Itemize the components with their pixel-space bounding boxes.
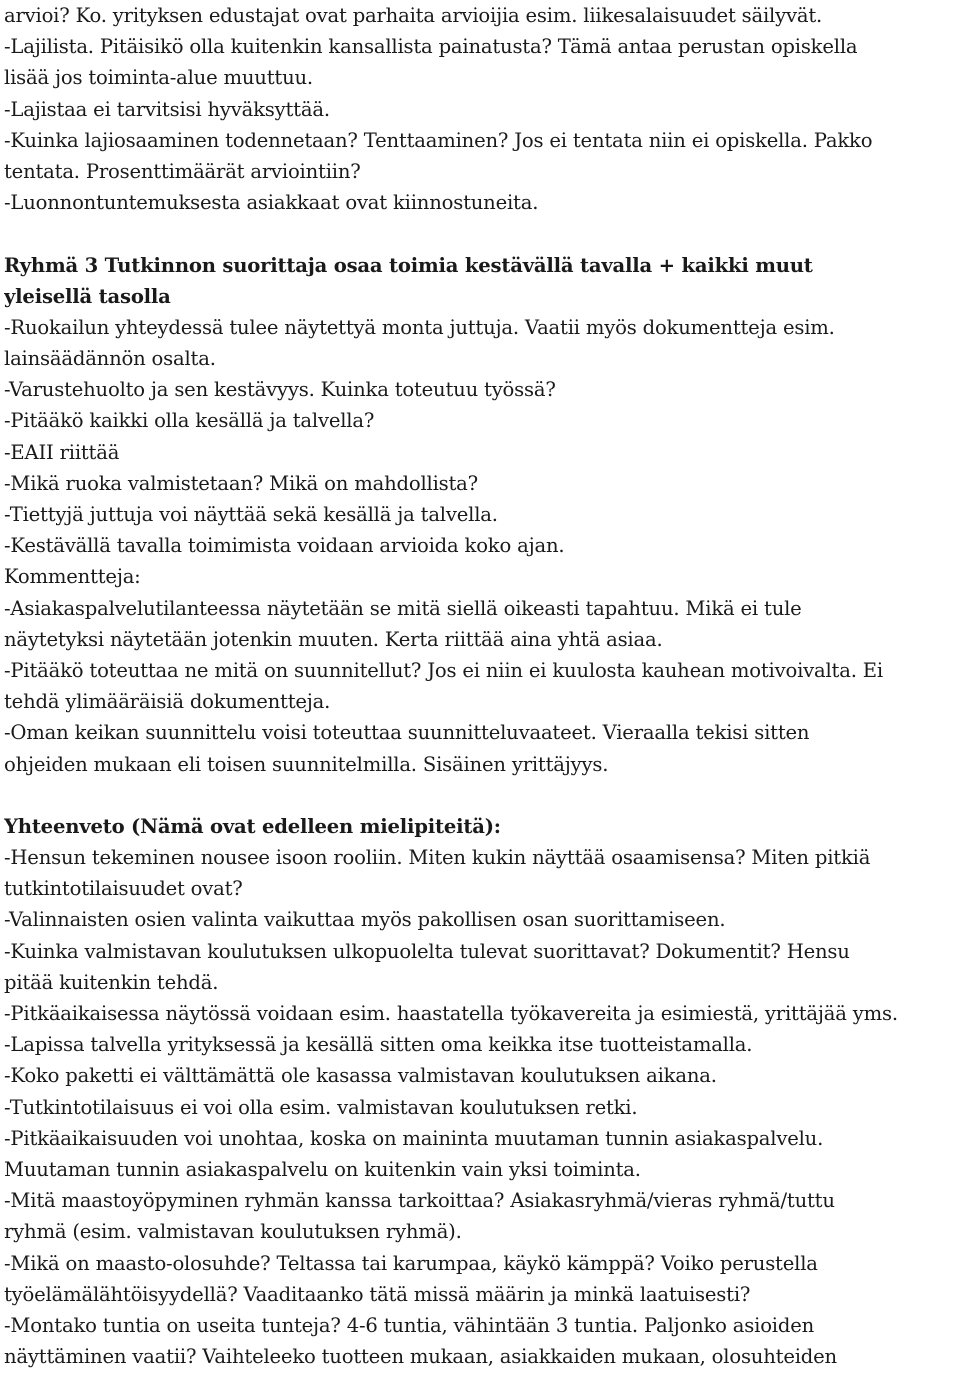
text-line: -Kestävällä tavalla toimimista voidaan arvioida koko ajan.: [4, 534, 565, 558]
text-line: näyttäminen vaatii? Vaihteleeko tuotteen mukaan, asiakkaiden mukaan, olosuhteiden: [4, 1345, 837, 1369]
document-page: [4, 0, 960, 1372]
text-line: -Kuinka valmistavan koulutuksen ulkopuolelta tulevat suorittavat? Dokumentit? Hensu: [4, 939, 850, 963]
text-line: -Tutkintotilaisuus ei voi olla esim. valmistavan koulutuksen retki.: [4, 1095, 638, 1119]
text-line: -Pitkäaikaisuuden voi unohtaa, koska on maininta muutaman tunnin asiakaspalvelu.: [4, 1126, 824, 1150]
text-line: -Pitääkö kaikki olla kesällä ja talvella?: [4, 409, 375, 433]
text-line: ohjeiden mukaan eli toisen suunnitelmilla. Sisäinen yrittäjyys.: [4, 752, 609, 776]
text-line: tehdä ylimääräisiä dokumentteja.: [4, 690, 331, 714]
text-line: -Lajistaa ei tarvitsisi hyväksyttää.: [4, 97, 330, 121]
summary-heading: Yhteenveto (Nämä ovat edelleen mielipiteitä):: [4, 814, 501, 838]
text-line: lainsäädännön osalta.: [4, 347, 216, 371]
text-line: näytetyksi näytetään jotenkin muuten. Kerta riittää aina yhtä asiaa.: [4, 627, 663, 651]
text-line: -Kuinka lajiosaaminen todennetaan? Tenttaaminen? Jos ei tentata niin ei opiskella. Pakko: [4, 128, 873, 152]
text-line: -Ruokailun yhteydessä tulee näytettyä monta juttuja. Vaatii myös dokumentteja esim.: [4, 315, 835, 339]
text-line: -Luonnontuntemuksesta asiakkaat ovat kiinnostuneita.: [4, 191, 539, 215]
text-line: -Mikä ruoka valmistetaan? Mikä on mahdollista?: [4, 471, 478, 495]
text-line: -Valinnaisten osien valinta vaikuttaa myös pakollisen osan suorittamiseen.: [4, 908, 726, 932]
text-line: ryhmä (esim. valmistavan koulutuksen ryhmä).: [4, 1220, 462, 1244]
text-line: -Lapissa talvella yrityksessä ja kesällä sitten oma keikka itse tuotteistamalla.: [4, 1033, 753, 1057]
text-line: -Mitä maastoyöpyminen ryhmän kanssa tarkoittaa? Asiakasryhmä/vieras ryhmä/tuttu: [4, 1189, 835, 1213]
intro-section: [4, 0, 960, 218]
summary-section: [4, 811, 960, 1372]
text-line: -Montako tuntia on useita tunteja? 4-6 tuntia, vähintään 3 tuntia. Paljonko asioiden: [4, 1313, 815, 1337]
text-line: Muutaman tunnin asiakaspalvelu on kuitenkin vain yksi toiminta.: [4, 1157, 641, 1181]
text-line: arvioi? Ko. yrityksen edustajat ovat parhaita arvioijia esim. liikesalaisuudet säilyvät.: [4, 4, 823, 27]
text-line: -Pitääkö toteuttaa ne mitä on suunnitellut? Jos ei niin ei kuulosta kauhean motivoivalta. Ei: [4, 658, 883, 682]
text-line: -Tiettyjä juttuja voi näyttää sekä kesällä ja talvella.: [4, 503, 498, 526]
text-line: -Hensun tekeminen nousee isoon rooliin. Miten kukin näyttää osaamisensa? Miten pitkiä: [4, 846, 871, 870]
text-line: -Mikä on maasto-olosuhde? Teltassa tai karumpaa, käykö kämppä? Voiko perustella: [4, 1251, 818, 1275]
text-line: lisää jos toiminta-alue muuttuu.: [4, 66, 313, 90]
group3-heading: Ryhmä 3 Tutkinnon suorittaja osaa toimia kestävällä tavalla + kaikki muut: [4, 253, 813, 277]
comments-label: Kommentteja:: [4, 565, 141, 589]
text-line: -EAII riittää: [4, 440, 120, 464]
paragraph-gap: [4, 780, 960, 811]
text-line: -Pitkäaikaisessa näytössä voidaan esim. haastatella työkavereita ja esimiestä, yrittäjää yms.: [4, 1002, 898, 1025]
group3-section: [4, 250, 960, 780]
paragraph-gap: [4, 218, 960, 249]
text-line: -Oman keikan suunnittelu voisi toteuttaa suunnitteluvaateet. Vieraalla tekisi sitten: [4, 721, 810, 745]
group3-heading: yleisellä tasolla: [4, 284, 171, 308]
text-line: pitää kuitenkin tehdä.: [4, 970, 219, 994]
text-line: -Varustehuolto ja sen kestävyys. Kuinka toteutuu työssä?: [4, 378, 556, 402]
text-line: -Asiakaspalvelutilanteessa näytetään se mitä siellä oikeasti tapahtuu. Mikä ei tule: [4, 596, 802, 620]
text-line: -Lajilista. Pitäisikö olla kuitenkin kansallista painatusta? Tämä antaa perustan opiskella: [4, 35, 858, 59]
text-line: työelämälähtöisyydellä? Vaaditaanko tätä missä määrin ja minkä laatuisesti?: [4, 1282, 751, 1306]
text-line: tutkintotilaisuudet ovat?: [4, 877, 243, 901]
text-line: tentata. Prosenttimäärät arviointiin?: [4, 159, 361, 183]
text-line: -Koko paketti ei välttämättä ole kasassa valmistavan koulutuksen aikana.: [4, 1064, 717, 1088]
